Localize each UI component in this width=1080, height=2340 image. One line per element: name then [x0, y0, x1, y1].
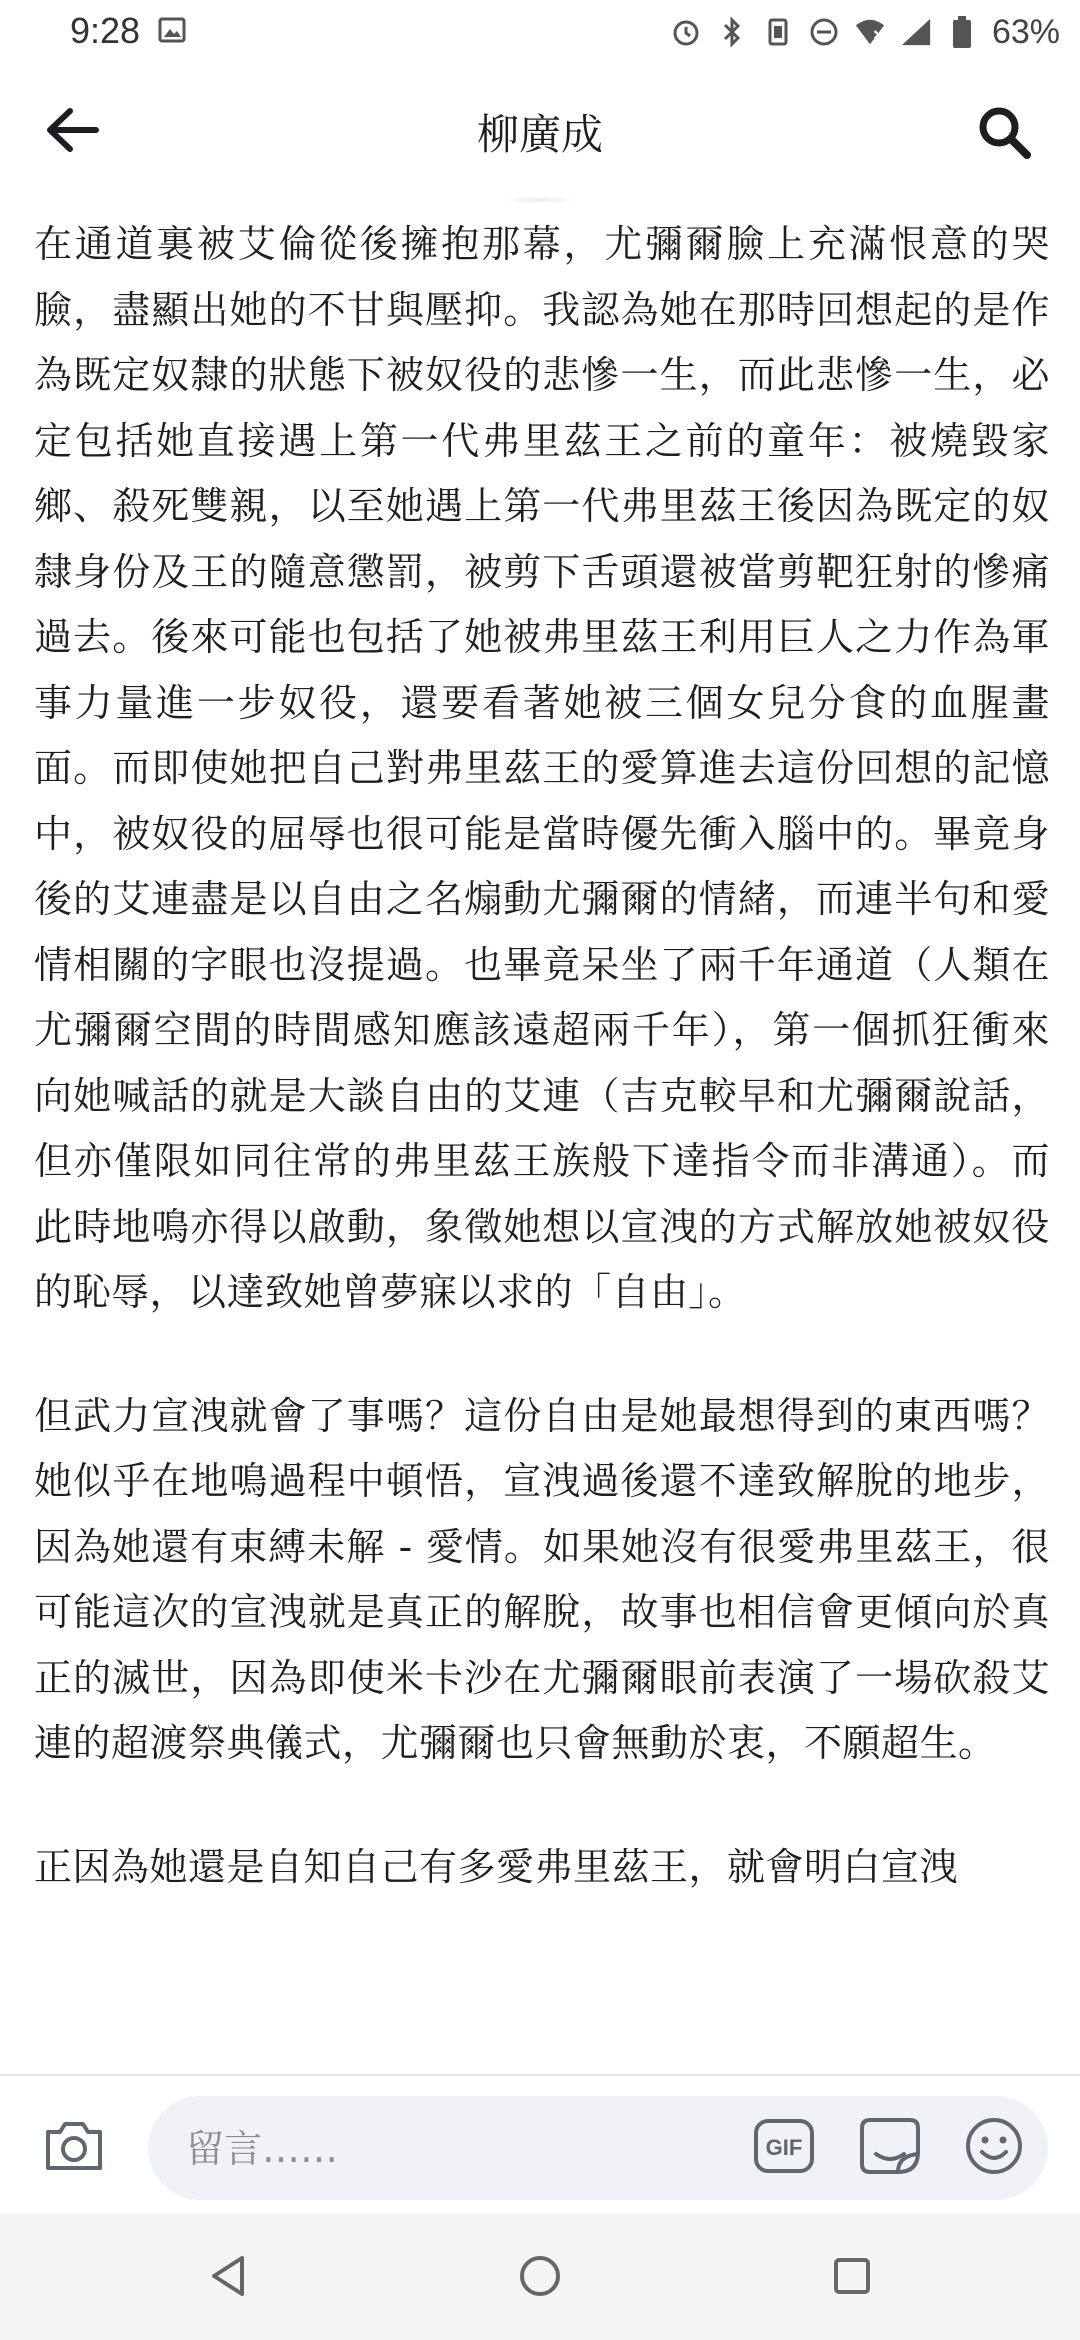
- search-icon: [975, 103, 1033, 165]
- nav-back-button[interactable]: [200, 2250, 256, 2306]
- post-paragraph-3: 正因為她還是自知自己有多愛弗里茲王，就會明白宣洩: [34, 1844, 959, 1889]
- camera-button[interactable]: [40, 2118, 108, 2178]
- circle-home-icon: [517, 2253, 563, 2303]
- battery-percent: 63%: [991, 12, 1060, 51]
- system-nav-bar: [0, 2214, 1080, 2340]
- header-shadow: [500, 196, 580, 204]
- emoji-button[interactable]: [962, 2118, 1026, 2178]
- sticker-button[interactable]: [858, 2118, 922, 2178]
- comment-input[interactable]: [184, 2114, 668, 2184]
- search-button[interactable]: [968, 98, 1040, 170]
- emoji-icon: [964, 2116, 1024, 2180]
- app-header: [0, 64, 1080, 200]
- gif-label: GIF: [765, 2135, 803, 2160]
- nav-home-button[interactable]: [512, 2250, 568, 2306]
- camera-icon: [42, 2118, 106, 2178]
- signal-icon: [900, 16, 932, 48]
- page-title: 柳廣成: [476, 110, 603, 159]
- comment-bar: [0, 2074, 1080, 2216]
- status-bar: [0, 0, 1080, 64]
- image-icon: [158, 16, 186, 44]
- wifi-icon: [854, 16, 886, 48]
- post-paragraph-1: 在通道裏被艾倫從後擁抱那幕，尤彌爾臉上充滿恨意的哭臉，盡顯出她的不甘與壓抑。我認為她在那時回想起的是作為既定奴隸的狀態下被奴役的悲慘一生，而此悲慘一生，必定包括她直接遇上第一代弗里茲王之前的童年：被燒毀家鄉、殺死雙親，以至她遇上第一代弗里茲王後因為既定的奴隸身份及王的隨意懲罰，被剪下舌頭還被當剪靶狂射的慘痛過去。後來可能也包括了她被弗里茲王利用巨人之力作為軍事力量進一步奴役，還要看著她被三個女兒分食的血腥畫面。而即使她把自己對弗里茲王的愛算進去這份回想的記憶中，被奴役的屈辱也很可能是當時優先衝入腦中的。畢竟身後的艾連盡是以自由之名煽動尤彌爾的情緒，而連半句和愛情相關的字眼也沒提過。也畢竟呆坐了兩千年通道（人類在尤彌爾空間的時間感知應該遠超兩千年），第一個抓狂衝來向她喊話的就是大談自由的艾連（吉克較早和尤彌爾說話，但亦僅限如同往常的弗里茲王族般下達指令而非溝通）。而此時地鳴亦得以啟動，象徵她想以宣洩的方式解放她被奴役的恥辱，以達致她曾夢寐以求的「自由」。: [34, 222, 1050, 1314]
- comment-input-container[interactable]: [148, 2096, 1048, 2200]
- nav-recents-button[interactable]: [824, 2250, 880, 2306]
- triangle-back-icon: [206, 2254, 250, 2302]
- status-time: 9:28: [70, 10, 141, 51]
- battery-icon: [946, 16, 978, 48]
- status-icons: [670, 10, 1060, 54]
- gif-button[interactable]: [752, 2118, 816, 2178]
- post-content[interactable]: [34, 212, 1050, 2072]
- bluetooth-icon: [716, 16, 748, 48]
- alarm-icon: [670, 16, 702, 48]
- vibrate-icon: [762, 16, 794, 48]
- post-paragraph-2: 但武力宣洩就會了事嗎？這份自由是她最想得到的東西嗎？她似乎在地鳴過程中頓悟，宣洩過後還不達致解脫的地步，因為她還有束縛未解 - 愛情。如果她沒有很愛弗里茲王，很可能這次的宣洩就是真正的解脫，故事也相信會更傾向於真正的滅世，因為即使米卡沙在尤彌爾眼前表演了一場砍殺艾連的超渡祭典儀式，尤彌爾也只會無動於衷，不願超生。: [34, 1393, 1050, 1765]
- square-recents-icon: [831, 2255, 873, 2301]
- dnd-icon: [808, 16, 840, 48]
- sticker-icon: [858, 2116, 922, 2180]
- gif-icon: [753, 2118, 815, 2178]
